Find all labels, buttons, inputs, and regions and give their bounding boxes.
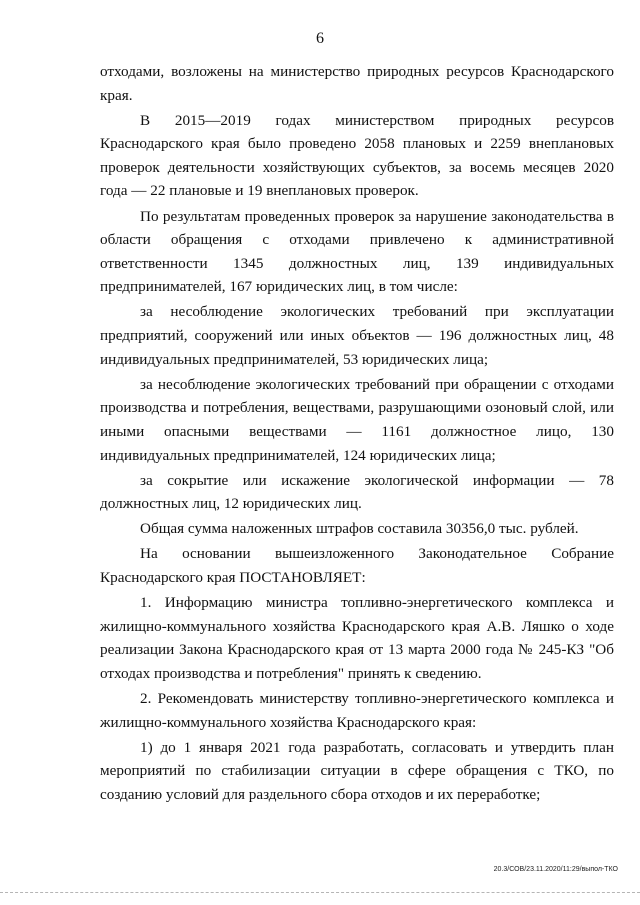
document-body [100, 60, 614, 808]
paragraph-resolution-intro: На основании вышеизложенного Законодательное Собрание Краснодарского края ПОСТАНОВЛЯЕТ: [100, 545, 614, 586]
paragraph-violations-summary: По результатам проведенных проверок за нарушение законодательства в области обращения с отходами привлечено к административной ответственности 1345 должностных лиц, 139 индивидуальных предпринимателей, 167 юридических лиц, в том числе: [100, 207, 614, 296]
paragraph-fines-total: Общая сумма наложенных штрафов составила 30356,0 тыс. рублей. [140, 520, 579, 538]
paragraph-inspections: В 2015—2019 годах министерством природных ресурсов Краснодарского края было проведено 2058 плановых и 2259 внеплановых проверок деятельности хозяйствующих субъектов, за восемь месяцев 2020 года — 22 плановые и 19 внеплановых проверок. [100, 111, 614, 200]
paragraph-continuation: отходами, возложены на министерство природных ресурсов Краснодарского края. [100, 63, 614, 104]
paragraph-violations-information: за сокрытие или искажение экологической информации — 78 должностных лиц, 12 юридических лиц. [100, 471, 614, 513]
paragraph-violations-waste: за несоблюдение экологических требований при обращении с отходами производства и потребления, веществами, разрушающими озоновый слой, или иными опасными веществами — 1161 должностное лицо, 130 индивидуальных предпринимателей, 124 юридических лица; [100, 375, 614, 464]
resolution-subitem-1: 1) до 1 января 2021 года разработать, согласовать и утвердить план мероприятий по стабилизации ситуации в сфере обращения с ТКО, по созданию условий для раздельного сбора отходов и их переработке; [100, 738, 614, 803]
resolution-item-2: 2. Рекомендовать министерству топливно-энергетического комплекса и жилищно-коммунального хозяйства Краснодарского края: [100, 689, 614, 731]
document-footer-code: 20.3/СОВ/23.11.2020/11:29/выпол-ТКО [493, 866, 618, 873]
resolution-item-1: 1. Информацию министра топливно-энергетического комплекса и жилищно-коммунального хозяйства Краснодарского края А.В. Ляшко о ходе реализации Закона Краснодарского края от 13 марта 2000 года № 245-КЗ "Об отходах производства и потребления" принять к сведению. [100, 594, 614, 682]
paragraph-violations-facilities: за несоблюдение экологических требований при эксплуатации предприятий, сооружений или иных объектов — 196 должностных лиц, 48 индивидуальных предпринимателей, 53 юридических лица; [100, 303, 614, 368]
page-number: 6 [316, 30, 324, 47]
scan-edge-line [0, 892, 640, 893]
